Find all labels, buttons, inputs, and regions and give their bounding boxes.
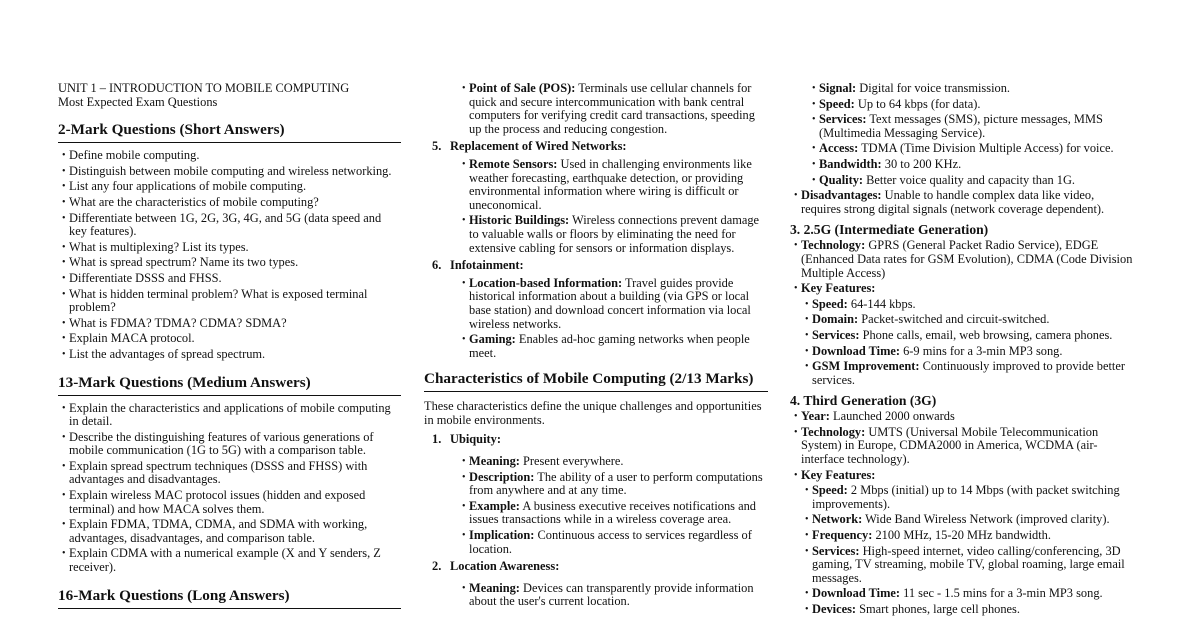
- numbered-item-6: 6. Infotainment:: [432, 258, 524, 273]
- list-item: • Explain spread spectrum techniques (DSSS and FHSS) with advantages and disadvantages.: [58, 460, 401, 487]
- list-item: • Example: A business executive receives notifications and issues transactions while in a wireless coverage area.: [458, 500, 768, 527]
- list-2g-disadvantages: [790, 189, 1135, 216]
- heading-3g: 4. Third Generation (3G): [790, 393, 937, 409]
- list-item: • What is FDMA? TDMA? CDMA? SDMA?: [58, 317, 401, 331]
- list-item: • Explain FDMA, TDMA, CDMA, and SDMA with working, advantages, disadvantages, and comparison table.: [58, 518, 401, 545]
- heading-13-mark-questions: 13-Mark Questions (Medium Answers): [58, 374, 401, 396]
- list-item: • Implication: Continuous access to services regardless of location.: [458, 529, 768, 556]
- column-1: [58, 80, 401, 609]
- list-item: • Services: Text messages (SMS), picture messages, MMS (Multimedia Messaging Service).: [808, 113, 1135, 140]
- document-title: UNIT 1 – INTRODUCTION TO MOBILE COMPUTING: [58, 81, 350, 95]
- column-2: [424, 80, 768, 611]
- list-2-5g: [790, 239, 1135, 387]
- list-item: • Speed: Up to 64 kbps (for data).: [808, 98, 1135, 112]
- list-item: • Download Time: 6-9 mins for a 3-min MP3 song.: [801, 345, 1135, 359]
- numbered-item-5: 5. Replacement of Wired Networks:: [432, 139, 627, 154]
- characteristics-intro: These characteristics define the unique challenges and opportunities in mobile environments.: [424, 399, 762, 427]
- list-location-awareness: [458, 582, 768, 609]
- column-3: [790, 80, 1135, 619]
- list-item: • Download Time: 11 sec - 1.5 mins for a 3-min MP3 song.: [801, 587, 1135, 601]
- list-pos: [458, 82, 768, 136]
- list-item: • Describe the distinguishing features of various generations of mobile communication (1G to 5G) with a comparison table.: [58, 431, 401, 458]
- list-item: • Key Features: • Speed: 64-144 kbps. • Domain: Packet-switched and circuit-switched. • Services: Phone calls, email, web browsing, camera phones. • Download Time: 6-9 mins for a 3-min MP3 song. • GSM Improvement: Continuously improved to provide better services.: [790, 282, 1135, 387]
- list-item: • Year: Launched 2000 onwards: [790, 410, 1135, 424]
- list-2-5g-features: [801, 298, 1135, 388]
- list-item: • What is multiplexing? List its types.: [58, 241, 401, 255]
- list-ubiquity: [458, 455, 768, 556]
- numbered-item-ubiquity: 1. Ubiquity:: [432, 432, 501, 447]
- list-3g-features: [801, 484, 1135, 616]
- list-2g-features: [808, 82, 1135, 187]
- heading-2-5g: 3. 2.5G (Intermediate Generation): [790, 222, 989, 238]
- list-item: • Explain wireless MAC protocol issues (hidden and exposed terminal) and how MACA solves them.: [58, 489, 401, 516]
- list-item: • List the advantages of spread spectrum.: [58, 348, 401, 362]
- heading-characteristics: Characteristics of Mobile Computing (2/13 Marks): [424, 370, 768, 392]
- list-item: • Differentiate between 1G, 2G, 3G, 4G, and 5G (data speed and key features).: [58, 212, 401, 239]
- list-item: • Quality: Better voice quality and capacity than 1G.: [808, 174, 1135, 188]
- list-item: • Explain CDMA with a numerical example (X and Y senders, Z receiver).: [58, 547, 401, 574]
- list-item: • Explain MACA protocol.: [58, 332, 401, 346]
- list-item: • Meaning: Devices can transparently provide information about the user's current location.: [458, 582, 768, 609]
- list-item: • Historic Buildings: Wireless connections prevent damage to valuable walls or floors by eliminating the need for extensive cabling for sensors or information displays.: [458, 214, 768, 255]
- list-infotainment: [458, 277, 768, 361]
- list-item: • What is spread spectrum? Name its two types.: [58, 256, 401, 270]
- list-3g: [790, 410, 1135, 616]
- list-item: • Point of Sale (POS): Terminals use cellular channels for quick and secure intercommunication with bank central computers for verifying credit card transactions, speeding up the process and reducing congestion.: [458, 82, 768, 136]
- list-item: • List any four applications of mobile computing.: [58, 180, 401, 194]
- list-item: • What is hidden terminal problem? What is exposed terminal problem?: [58, 288, 401, 315]
- list-item: • Disadvantages: Unable to handle complex data like video, requires strong digital signals (network coverage dependent).: [790, 189, 1135, 216]
- heading-2-mark-questions: 2-Mark Questions (Short Answers): [58, 121, 401, 143]
- list-2-mark-questions: [58, 149, 401, 361]
- list-item: • Gaming: Enables ad-hoc gaming networks when people meet.: [458, 333, 768, 360]
- list-item: • Key Features: • Speed: 2 Mbps (initial) up to 14 Mbps (with packet switching improvements). • Network: Wide Band Wireless Network (improved clarity). • Frequency: 2100 MHz, 15-20 MHz bandwidth. • Services: High-speed internet, video calling/conferencing, 3D gaming, TV streaming, mobile TV, global roaming, large email messages. • Download Time: 11 sec - 1.5 mins for a 3-min MP3 song. • Devices: Smart phones, large cell phones.: [790, 469, 1135, 617]
- list-item: • Signal: Digital for voice transmission.: [808, 82, 1135, 96]
- list-item: • Explain the characteristics and applications of mobile computing in detail.: [58, 402, 401, 429]
- list-item: • Frequency: 2100 MHz, 15-20 MHz bandwidth.: [801, 529, 1135, 543]
- list-item: • Services: Phone calls, email, web browsing, camera phones.: [801, 329, 1135, 343]
- list-item: • Differentiate DSSS and FHSS.: [58, 272, 401, 286]
- heading-16-mark-questions: 16-Mark Questions (Long Answers): [58, 587, 401, 609]
- list-item: • Services: High-speed internet, video calling/conferencing, 3D gaming, TV streaming, mobile TV, global roaming, large email messages.: [801, 545, 1135, 586]
- list-item: • What are the characteristics of mobile computing?: [58, 196, 401, 210]
- list-13-mark-questions: [58, 402, 401, 575]
- list-item: • Speed: 2 Mbps (initial) up to 14 Mbps (with packet switching improvements).: [801, 484, 1135, 511]
- list-item: • Network: Wide Band Wireless Network (improved clarity).: [801, 513, 1135, 527]
- list-item: • Meaning: Present everywhere.: [458, 455, 768, 469]
- list-item: • Speed: 64-144 kbps.: [801, 298, 1135, 312]
- list-item: • Bandwidth: 30 to 200 KHz.: [808, 158, 1135, 172]
- list-item: • Access: TDMA (Time Division Multiple Access) for voice.: [808, 142, 1135, 156]
- list-item: • Remote Sensors: Used in challenging environments like weather forecasting, earthquake detection, or providing environmental information where wiring is difficult or uneconomical.: [458, 158, 768, 212]
- document-subtitle: Most Expected Exam Questions: [58, 94, 218, 109]
- list-item: • Domain: Packet-switched and circuit-switched.: [801, 313, 1135, 327]
- numbered-item-location-awareness: 2. Location Awareness:: [432, 559, 560, 574]
- list-item: • Description: The ability of a user to perform computations from anywhere and at any time.: [458, 471, 768, 498]
- list-item: • GSM Improvement: Continuously improved to provide better services.: [801, 360, 1135, 387]
- list-item: • Technology: GPRS (General Packet Radio Service), EDGE (Enhanced Data rates for GSM Evolution), CDMA (Code Division Multiple Access): [790, 239, 1135, 280]
- list-wired-replacement: [458, 158, 768, 255]
- list-item: • Distinguish between mobile computing and wireless networking.: [58, 165, 401, 179]
- list-item: • Technology: UMTS (Universal Mobile Telecommunication System) in Europe, CDMA2000 in America, WCDMA (air-interface technology).: [790, 426, 1135, 467]
- list-item: • Define mobile computing.: [58, 149, 401, 163]
- list-item: • Devices: Smart phones, large cell phones.: [801, 603, 1135, 617]
- list-item: • Location-based Information: Travel guides provide historical information about a building (via GPS or local base station) and download concert information via local wireless networks.: [458, 277, 768, 331]
